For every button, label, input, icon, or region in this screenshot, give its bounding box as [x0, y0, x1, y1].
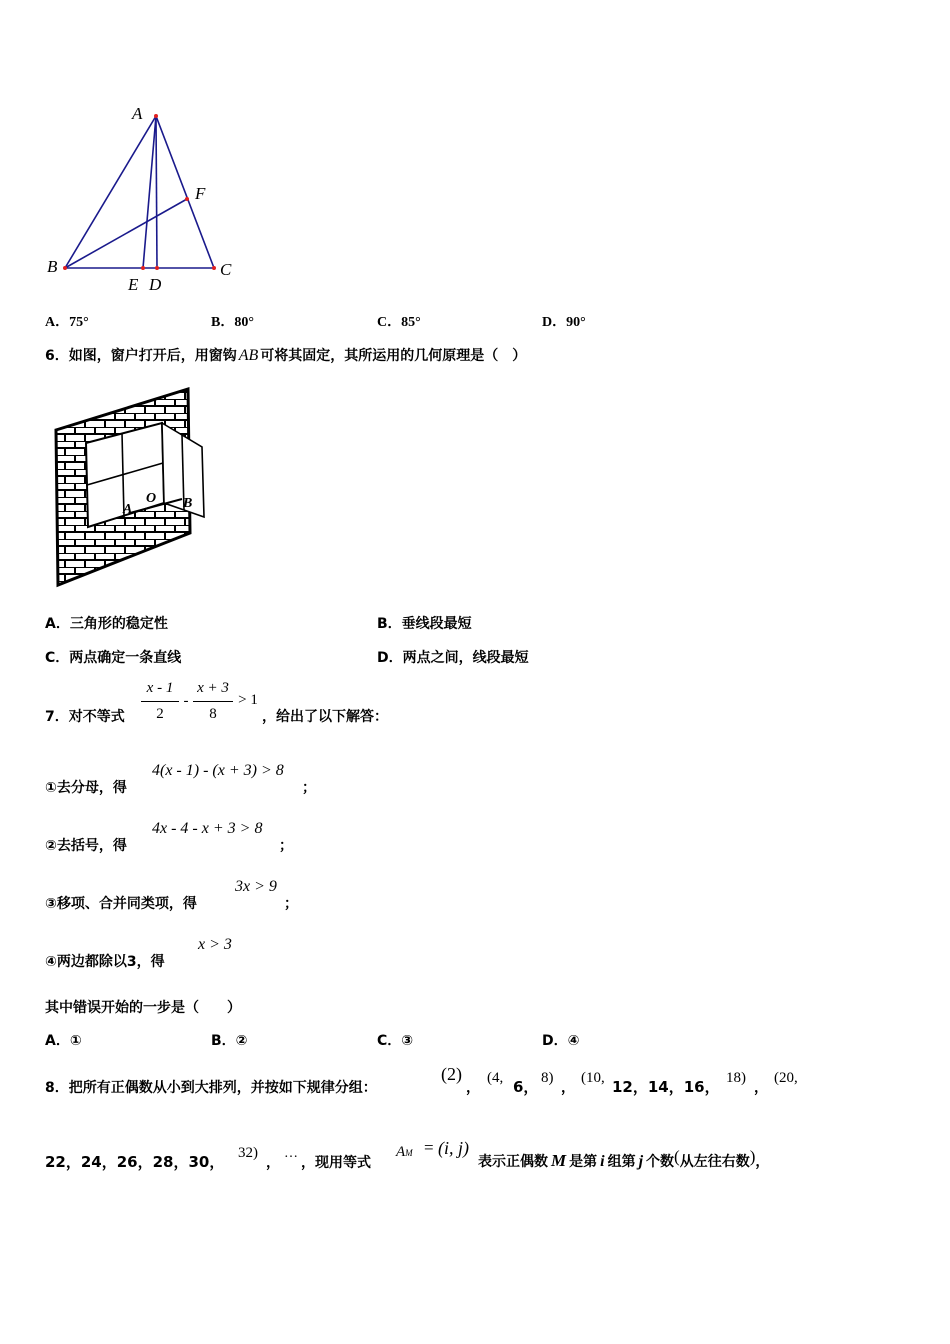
q7-step-1-label: ①去分母，得 — [45, 780, 127, 796]
q7-step-1-math: 4(x - 1) - (x + 3) > 8 — [152, 762, 284, 779]
q7-option-b[interactable]: B．② — [211, 1033, 248, 1049]
fraction-1-denominator: 2 — [156, 706, 164, 722]
q8-group-3-mid: 12，14，16， — [612, 1078, 720, 1096]
label-e: E — [128, 275, 139, 294]
q8-comma: ， — [754, 1080, 768, 1096]
q7-option-d[interactable]: D．④ — [542, 1033, 580, 1049]
q7-step-2-end: ； — [279, 838, 293, 854]
q8-a-m: AM — [396, 1144, 413, 1160]
q7-option-c[interactable]: C．③ — [377, 1033, 414, 1049]
label-a: A — [123, 502, 133, 517]
triangle-figure — [40, 95, 250, 300]
q8-line2-numbers: 22，24，26，28，30， — [45, 1153, 225, 1171]
q7-stem-prefix: 7．对不等式 — [45, 709, 125, 725]
q7-question: 其中错误开始的一步是（ ） — [45, 1000, 241, 1016]
q6-option-d[interactable]: D．两点之间，线段最短 — [377, 650, 529, 666]
fraction-1-numerator: x - 1 — [146, 680, 174, 696]
q7-stem-suffix: ，给出了以下解答： — [262, 709, 388, 725]
q7-step-3-end: ； — [284, 896, 298, 912]
q8-group-3-close: 18) — [726, 1070, 746, 1086]
q8-description: 表示正偶数 M 是第 i 组第 j 个数(从左往右数)， — [478, 1147, 770, 1170]
q6-stem: 6．如图，窗户打开后，用窗钩 AB 可将其固定，其所运用的几何原理是（ ） — [45, 347, 527, 364]
fraction-2-denominator: 8 — [209, 706, 217, 722]
label-d: D — [149, 275, 162, 294]
q8-comma: ， — [561, 1080, 575, 1096]
q6-option-b[interactable]: B．垂线段最短 — [377, 616, 472, 632]
q8-equals: = — [424, 1138, 434, 1157]
q8-stem-prefix: 8．把所有正偶数从小到大排列，并按如下规律分组： — [45, 1080, 377, 1096]
side-ab — [65, 116, 156, 268]
q8-comma: ， — [466, 1080, 480, 1096]
q6-option-c[interactable]: C．两点确定一条直线 — [45, 650, 182, 666]
q7-step-4-label: ④两边都除以3，得 — [45, 954, 165, 970]
segment-bf — [65, 199, 187, 268]
label-b: B — [47, 257, 58, 276]
q7-step-1-end: ； — [302, 780, 316, 796]
q8-group-3-open: (10, — [581, 1070, 605, 1086]
fraction-2-numerator: x + 3 — [197, 680, 229, 696]
q8-group-2-mid: 6， — [513, 1078, 539, 1096]
q8-comma: ， — [266, 1155, 280, 1171]
q7-rhs: > 1 — [238, 692, 258, 708]
q8-ellipsis: … — [284, 1146, 298, 1161]
q7-step-2-label: ②去括号，得 — [45, 838, 127, 854]
q7-option-a[interactable]: A．① — [45, 1033, 82, 1049]
q8-group-4-open: (20, — [774, 1070, 798, 1086]
label-b: B — [183, 496, 193, 511]
q6-option-a[interactable]: A．三角形的稳定性 — [45, 616, 168, 632]
q7-step-3-label: ③移项、合并同类项，得 — [45, 896, 197, 912]
q8-group-2-close: 8) — [541, 1070, 554, 1086]
q5-option-b[interactable]: B．80° — [211, 315, 254, 330]
q8-group-1: (2) — [441, 1064, 462, 1084]
q7-step-3-math: 3x > 9 — [235, 878, 277, 895]
q8-text-use: ，现用等式 — [301, 1155, 371, 1171]
q5-option-c[interactable]: C．85° — [377, 315, 421, 330]
segment-ad — [156, 116, 157, 268]
label-f: F — [195, 184, 206, 203]
q8-group-2-open: (4, — [487, 1070, 504, 1086]
q5-option-a[interactable]: A．75° — [45, 315, 89, 330]
window-figure — [50, 385, 210, 590]
label-c: C — [220, 260, 232, 279]
segment-ae — [143, 116, 156, 268]
q7-step-2-math: 4x - 4 - x + 3 > 8 — [152, 820, 263, 837]
q8-group-4-close: 32) — [238, 1145, 258, 1161]
q5-option-d[interactable]: D．90° — [542, 315, 586, 330]
label-a: A — [132, 104, 143, 123]
q7-step-4-math: x > 3 — [198, 936, 232, 953]
q8-pair: (i, j) — [438, 1138, 469, 1158]
q7-minus: - — [183, 693, 189, 709]
label-o: O — [146, 491, 157, 506]
